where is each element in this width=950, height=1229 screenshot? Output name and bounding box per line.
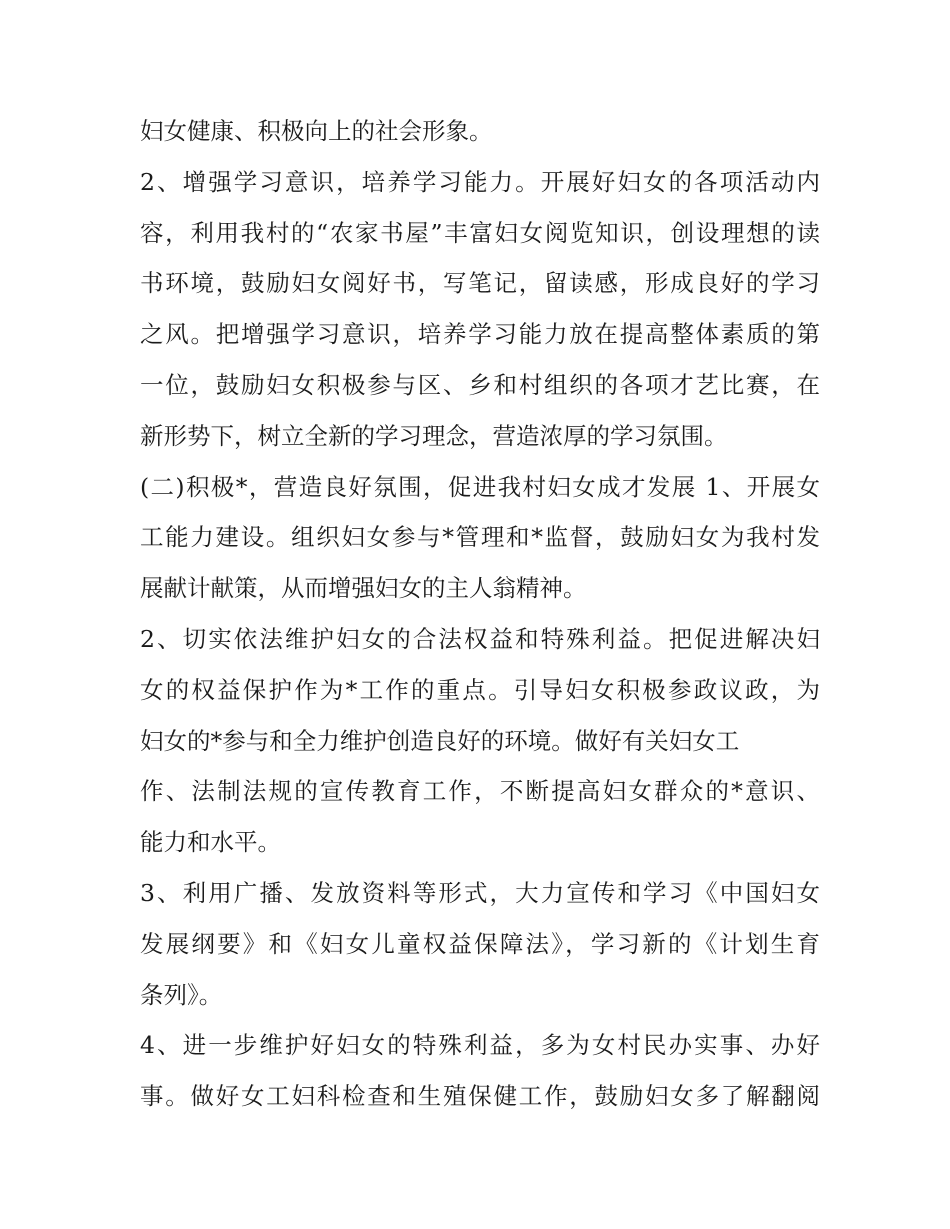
text-line: 条列》。 xyxy=(140,980,223,1009)
text-line: 一位，鼓励妇女积极参与区、乡和村组织的各项才艺比赛，在 xyxy=(140,370,820,399)
text-line: 之风。把增强学习意识，培养学习能力放在提高整体素质的第 xyxy=(140,320,820,349)
text-line: 作、法制法规的宣传教育工作，不断提高妇女群众的*意识、 xyxy=(140,777,820,806)
text-line: 3、利用广播、发放资料等形式，大力宣传和学习《中国妇女 xyxy=(140,878,820,907)
text-line: 工能力建设。组织妇女参与*管理和*监督，鼓励妇女为我村发 xyxy=(140,523,820,552)
text-line: 女的权益保护作为*工作的重点。引导妇女积极参政议政，为 xyxy=(140,675,820,704)
document-body xyxy=(140,106,820,1122)
text-line: (二)积极*，营造良好氛围，促进我村妇女成才发展 1、开展女 xyxy=(140,472,820,501)
text-line: 新形势下，树立全新的学习理念，营造浓厚的学习氛围。 xyxy=(140,421,728,450)
text-line: 4、进一步维护好妇女的特殊利益，多为女村民办实事、办好 xyxy=(140,1031,820,1060)
text-line: 妇女健康、积极向上的社会形象。 xyxy=(140,117,493,145)
text-line: 发展纲要》和《妇女儿童权益保障法》，学习新的《计划生育 xyxy=(140,929,820,958)
text-line: 能力和水平。 xyxy=(140,828,281,857)
text-line: 事。做好女工妇科检查和生殖保健工作，鼓励妇女多了解翻阅 xyxy=(140,1082,820,1111)
text-line: 容，利用我村的“农家书屋”丰富妇女阅览知识，创设理想的读 xyxy=(140,218,820,247)
text-line: 妇女的*参与和全力维护创造良好的环境。做好有关妇女工 xyxy=(140,726,740,755)
text-line: 2、切实依法维护妇女的合法权益和特殊利益。把促进解决妇 xyxy=(140,624,820,653)
text-line: 展献计献策，从而增强妇女的主人翁精神。 xyxy=(140,574,587,603)
text-line: 2、增强学习意识，培养学习能力。开展好妇女的各项活动内 xyxy=(140,167,820,196)
text-line: 书环境，鼓励妇女阅好书，写笔记，留读感，形成良好的学习 xyxy=(140,269,820,298)
